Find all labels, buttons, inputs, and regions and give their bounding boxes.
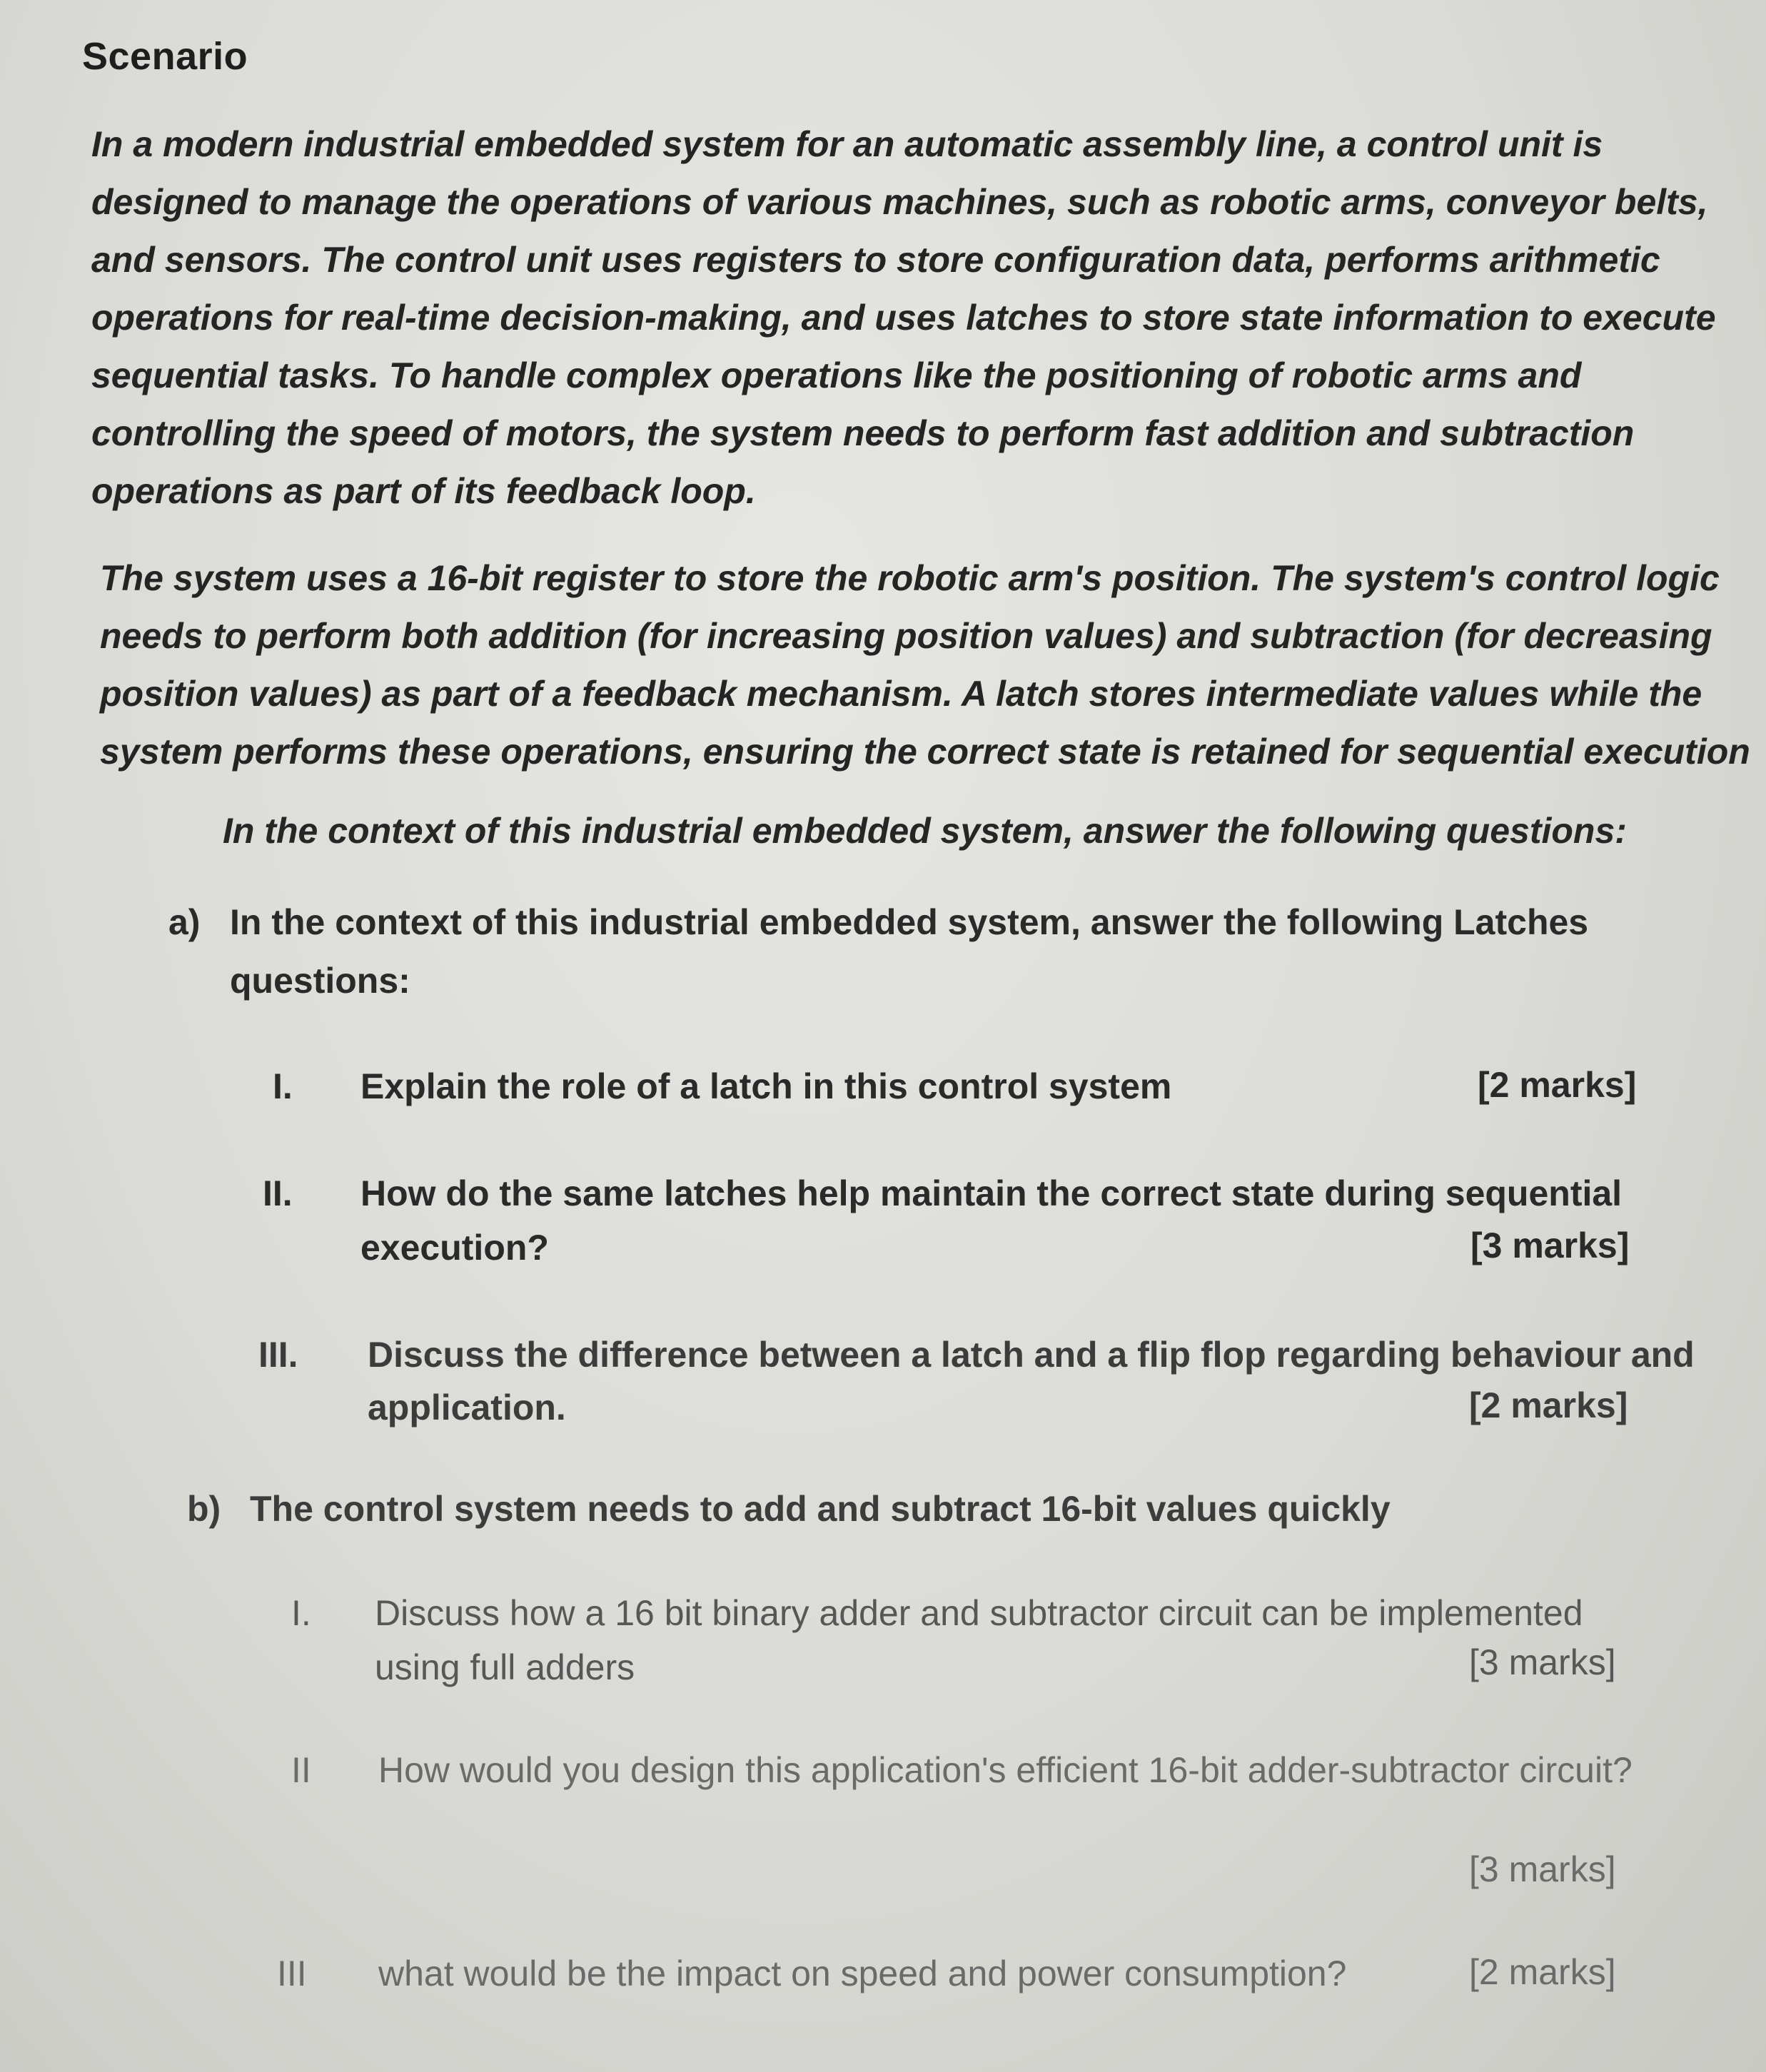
paragraph-line: and sensors. The control unit uses registers to store configuration data, performs arithmetic [91,240,1660,280]
question-b2-marks: [3 marks] [1469,1849,1616,1889]
paragraph-line: In a modern industrial embedded system for an automatic assembly line, a control unit is [91,124,1603,164]
paragraph-line: operations as part of its feedback loop. [91,471,756,511]
question-b1-number: I. [291,1593,311,1633]
scenario-paragraph-1 [91,116,1719,520]
question-a1-marks: [2 marks] [1478,1065,1637,1105]
question-a2-text-line1: How do the same latches help maintain the correct state during sequential [360,1173,1623,1213]
question-b2-text: How would you design this application's efficient 16-bit adder-subtractor circuit? [378,1750,1633,1790]
paragraph-line: system performs these operations, ensuring the correct state is retained for sequential execution [100,732,1750,772]
paragraph-line: sequential tasks. To handle complex operations like the positioning of robotic arms and [91,355,1582,395]
scenario-paragraph-2 [100,550,1750,781]
question-a1-number: I. [273,1066,293,1106]
paragraph-line: The system uses a 16-bit register to store the robotic arm's position. The system's control logic [100,558,1720,598]
scenario-title: Scenario [82,35,248,78]
part-a-text-line1: In the context of this industrial embedded system, answer the following Latches [230,902,1589,942]
question-b3-text: what would be the impact on speed and power consumption? [378,1954,1347,1993]
paragraph-line: controlling the speed of motors, the system needs to perform fast addition and subtraction [91,413,1635,453]
question-b3-number: III [277,1954,307,1993]
question-a2-text-line2: execution? [360,1228,549,1268]
part-a-text-line2: questions: [230,961,410,1001]
part-b-text: The control system needs to add and subtract 16-bit values quickly [250,1489,1391,1529]
part-a-label: a) [168,902,201,942]
question-a2-number: II. [263,1173,293,1213]
paragraph-line: needs to perform both addition (for increasing position values) and subtraction (for decreasing [100,616,1712,656]
paragraph-line: operations for real-time decision-making, and uses latches to store state information to execute [91,298,1716,338]
question-b2-number: II [291,1750,311,1790]
question-a1-text: Explain the role of a latch in this control system [360,1066,1172,1106]
part-b-label: b) [187,1489,221,1529]
question-a3-number: III. [258,1335,298,1375]
paragraph-line: position values) as part of a feedback mechanism. A latch stores intermediate values while the [100,674,1702,714]
question-b1-text-line1: Discuss how a 16 bit binary adder and subtractor circuit can be implemented [375,1593,1583,1633]
question-a2-marks: [3 marks] [1470,1225,1630,1265]
context-instruction: In the context of this industrial embedded system, answer the following questions: [223,811,1627,851]
question-b1-marks: [3 marks] [1469,1642,1616,1682]
paragraph-line: designed to manage the operations of various machines, such as robotic arms, conveyor belts, [91,182,1708,222]
question-b3-marks: [2 marks] [1469,1952,1616,1992]
question-a3-marks: [2 marks] [1469,1385,1628,1425]
question-a3-text-line1: Discuss the difference between a latch and a flip flop regarding behaviour and [368,1335,1695,1375]
question-a3-text-line2: application. [368,1388,566,1427]
question-b1-text-line2: using full adders [375,1647,635,1687]
